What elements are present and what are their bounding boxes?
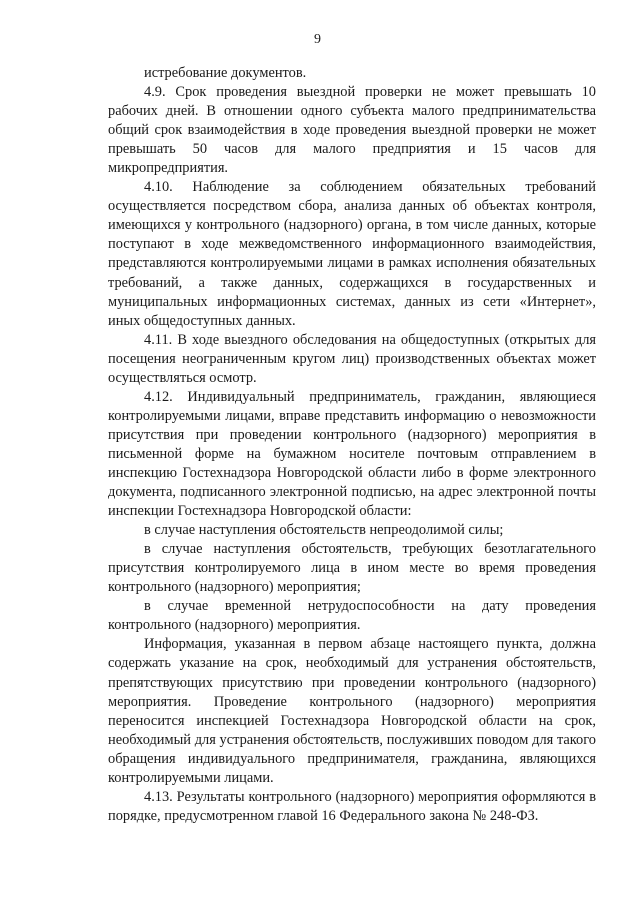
paragraph-4-13: 4.13. Результаты контрольного (надзорного) мероприятия оформляются в порядке, предусмотренном главой 16 Федерального закона № 248-ФЗ. <box>108 788 596 824</box>
list-item-temporary-disability: в случае временной нетрудоспособности на дату проведения контрольного (надзорного) мероприятия. <box>108 598 596 634</box>
document-body <box>108 64 596 826</box>
list-item-force-majeure: в случае наступления обстоятельств непреодолимой силы; <box>144 522 504 539</box>
paragraph-4-12: 4.12. Индивидуальный предприниматель, гражданин, являющиеся контролируемыми лицами, вправе представить информацию о невозможности присутствия при проведении контрольного (надзорного) мероприятия в письменной форме на бумажном носителе почтовым отправлением в инспекцию Гостехнадзора Новгородской области либо в форме электронного документа, подписанного электронной подписью, на адрес электронной почты инспекции Гостехнадзора Новгородской области: <box>108 388 596 520</box>
paragraph-4-9: 4.9. Срок проведения выездной проверки не может превышать 10 рабочих дней. В отношении одного субъекта малого предпринимательства общий срок взаимодействия в ходе проведения выездной проверки не может превышать 50 часов для малого предприятия и 15 часов для микропредприятия. <box>108 84 596 177</box>
paragraph-continuation: истребование документов. <box>144 65 307 81</box>
paragraph-information-notice: Информация, указанная в первом абзаце настоящего пункта, должна содержать указание на срок, необходимый для устранения обстоятельств, препятствующих присутствию при проведении контрольного (надзорного) мероприятия. Проведение контрольного (надзорного) мероприятия переносится инспекцией Гостехнадзора Новгородской области на срок, необходимый для устранения обстоятельств, послуживших поводом для такого обращения индивидуального предпринимателя, гражданина, являющихся контролируемыми лицами. <box>108 636 596 786</box>
list-item-urgent-presence: в случае наступления обстоятельств, требующих безотлагательного присутствия контролируемого лица в ином месте во время проведения контрольного (надзорного) мероприятия; <box>108 541 596 596</box>
paragraph-4-11: 4.11. В ходе выездного обследования на общедоступных (открытых для посещения неограниченным кругом лиц) производственных объектах может осуществляться осмотр. <box>108 331 596 386</box>
page-number: 9 <box>314 32 321 47</box>
paragraph-4-10: 4.10. Наблюдение за соблюдением обязательных требований осуществляется посредством сбора, анализа данных об объектах контроля, имеющихся у контрольного (надзорного) органа, в том числе данных, которые поступают в ходе межведомственного информационного взаимодействия, представляются контролируемыми лицами в рамках исполнения обязательных требований, а также данных, содержащихся в государственных и муниципальных информационных системах, данных из сети «Интернет», иных общедоступных данных. <box>108 179 596 329</box>
